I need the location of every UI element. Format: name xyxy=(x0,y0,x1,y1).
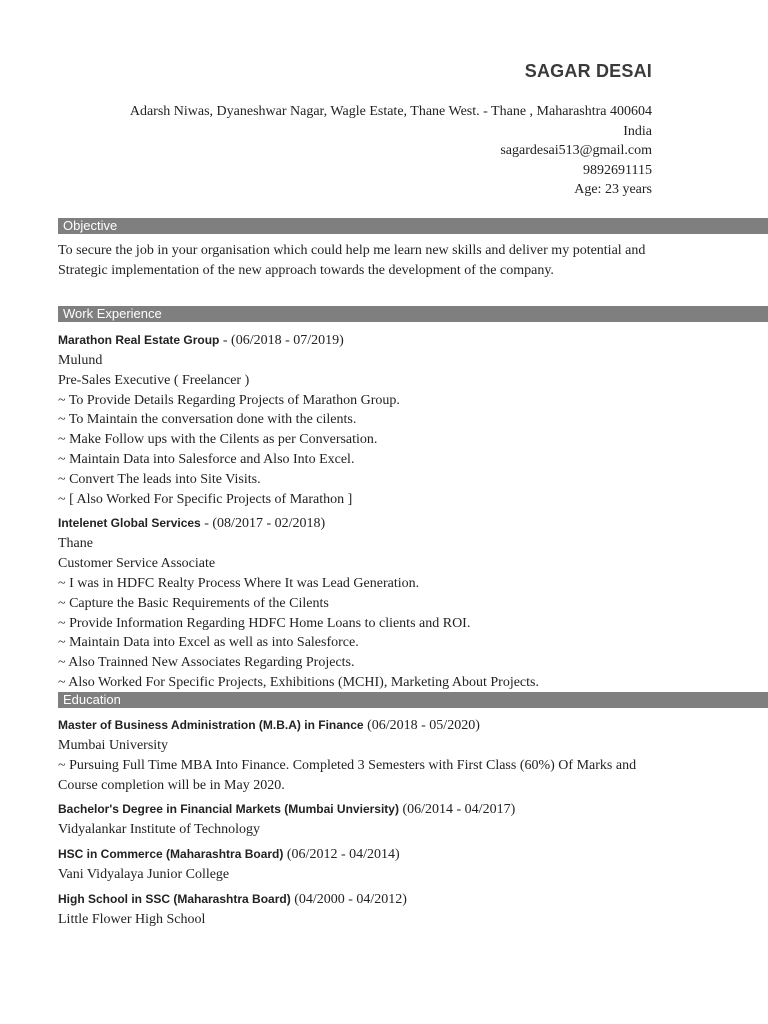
job-duty: ~ Provide Information Regarding HDFC Home Loans to clients and ROI. xyxy=(58,615,471,631)
degree-name: High School in SSC (Maharashtra Board) xyxy=(58,891,291,906)
job-location: Thane xyxy=(58,536,93,552)
education-header xyxy=(58,844,658,865)
education-header xyxy=(58,889,658,910)
candidate-name: SAGAR DESAI xyxy=(524,61,652,81)
job-title: Customer Service Associate xyxy=(58,556,216,572)
job-duty: ~ Maintain Data into Salesforce and Also Into Excel. xyxy=(58,451,355,467)
work-experience-section xyxy=(58,330,658,697)
degree-name: Master of Business Administration (M.B.A) in Finance xyxy=(58,718,364,732)
job-duty: ~ To Maintain the conversation done with the cilents. xyxy=(58,412,357,428)
education-section xyxy=(58,715,658,934)
job-duty: ~ Also Worked For Specific Projects, Exhibitions (MCHI), Marketing About Projects. xyxy=(58,674,539,690)
phone: 9892691115 xyxy=(583,162,652,178)
degree-name: HSC in Commerce (Maharashtra Board) xyxy=(58,847,284,862)
job-duty: ~ Make Follow ups with the Cilents as per Conversation. xyxy=(58,432,378,448)
job-duty: ~ Convert The leads into Site Visits. xyxy=(58,471,261,487)
address: Adarsh Niwas, Dyaneshwar Nagar, Wagle Estate, Thane West. - Thane , Maharashtra 400604 xyxy=(129,104,652,119)
job-duty: ~ [ Also Worked For Specific Projects of Marathon ] xyxy=(58,491,353,507)
job-duty: ~ Maintain Data into Excel as well as into Salesforce. xyxy=(58,635,359,651)
job-entry xyxy=(58,513,658,692)
education-dates: (06/2012 - 04/2014) xyxy=(283,847,400,863)
institution: Little Flower High School xyxy=(58,911,206,927)
education-heading: Education xyxy=(58,692,768,708)
age: Age: 23 years xyxy=(574,182,652,197)
email: sagardesai513@gmail.com xyxy=(500,143,652,158)
education-header xyxy=(58,715,658,736)
objective-heading: Objective xyxy=(58,218,768,234)
education-dates: (06/2014 - 04/2017) xyxy=(398,802,516,818)
company-name: Intelenet Global Services xyxy=(58,516,201,531)
education-dates: (04/2000 - 04/2012) xyxy=(290,891,407,907)
job-header xyxy=(58,330,658,351)
institution: Vidyalankar Institute of Technology xyxy=(58,822,261,838)
job-header xyxy=(58,513,658,534)
job-duty: ~ Capture the Basic Requirements of the Cilents xyxy=(58,595,329,611)
job-dates: - (06/2018 - 07/2019) xyxy=(219,333,344,348)
education-header xyxy=(58,799,658,820)
job-duty: ~ To Provide Details Regarding Projects of Marathon Group. xyxy=(58,392,400,408)
contact-block xyxy=(32,102,652,200)
objective-text: To secure the job in your organisation which could help me learn new skills and deliver my potential and Strategic implementation of the new approach towards the development of the company. xyxy=(58,243,646,278)
work-experience-heading: Work Experience xyxy=(58,306,768,322)
job-dates: - (08/2017 - 02/2018) xyxy=(200,516,326,532)
education-note: ~ Pursuing Full Time MBA Into Finance. Completed 3 Semesters with First Class (60%) Of Marks and Course completion will be in May 2020. xyxy=(58,757,637,793)
education-entry xyxy=(58,844,658,885)
education-entry xyxy=(58,715,658,795)
institution: Mumbai University xyxy=(58,738,169,753)
job-duty: ~ Also Trainned New Associates Regarding Projects. xyxy=(58,655,355,671)
education-entry xyxy=(58,889,658,930)
job-duty: ~ I was in HDFC Realty Process Where It was Lead Generation. xyxy=(58,575,420,591)
job-entry xyxy=(58,330,658,509)
job-title: Pre-Sales Executive ( Freelancer ) xyxy=(58,372,250,388)
institution: Vani Vidyalaya Junior College xyxy=(58,867,230,883)
education-entry xyxy=(58,799,658,840)
education-dates: (06/2018 - 05/2020) xyxy=(363,718,480,733)
country: India xyxy=(623,123,652,139)
company-name: Marathon Real Estate Group xyxy=(58,333,220,347)
job-location: Mulund xyxy=(58,353,103,368)
degree-name: Bachelor's Degree in Financial Markets (Mumbai Unviersity) xyxy=(58,802,399,817)
